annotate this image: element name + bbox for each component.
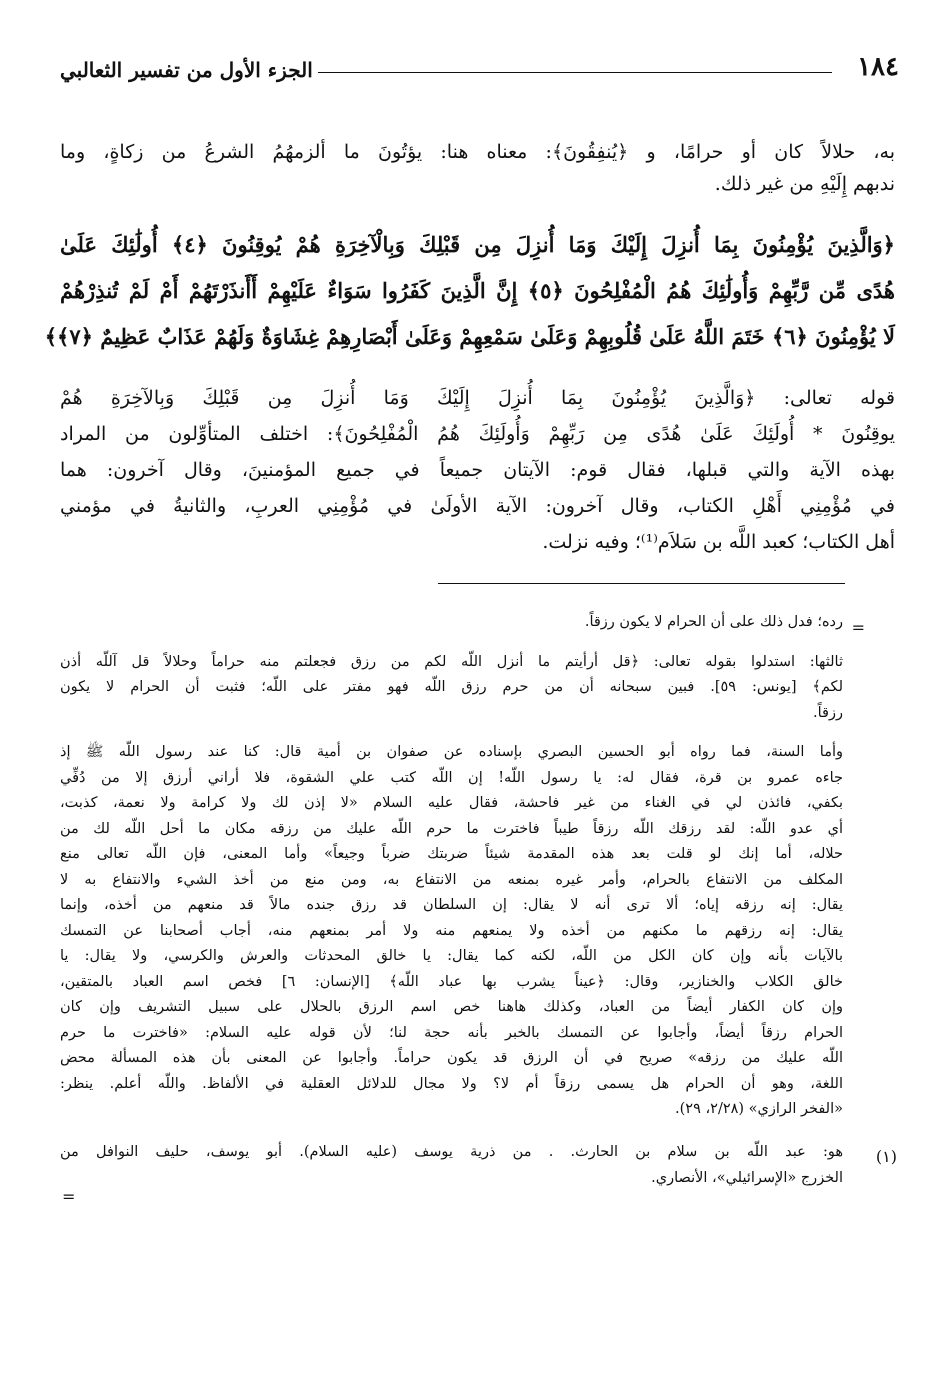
continuation-mark-end: =	[62, 1187, 76, 1206]
text-line: يقال: إنه رزقهم ما مكنهم من أخذه ولا يمنعهم منه ولا أمر بمنعهم منه، أجاب أصحابنا عن التمسك	[60, 922, 843, 939]
text-line: وأما السنة، فما رواه أبو الحسين البصري بإسناده عن صفوان بن أمية قال: كنا عند رسول اللّه ﷺ إذ	[60, 744, 843, 760]
text-line: رده؛ فدل ذلك على أن الحرام لا يكون رزقاً.	[584, 614, 843, 630]
text-line: بهذه الآية والتي قبلها، فقال قوم: الآيتان جميعاً في جميع المؤمنينَ، وقال آخرون: هما	[60, 459, 895, 481]
text-line: لكم﴾ [يونس: ٥٩]. فبين سبحانه أن من حرم رزق اللّه فهو مفتر على اللّه؛ فثبت أن الحرام لا يكون	[60, 679, 843, 695]
text-line: ﴿وَالَّذِينَ يُؤْمِنُونَ بِمَا أُنزِلَ إِلَيْكَ وَمَا أُنزِلَ مِن قَبْلِكَ وَبِالْآخِرَةِ هُمْ يُوقِنُونَ ﴿٤﴾ أُولَٰئِكَ عَلَىٰ	[60, 232, 895, 257]
text-line: بكفي، فائذن لي في الغناء من غير فاحشة، فقال عليه السلام «لا إذن لك ولا كرامة ولا نعمة، كذبت،	[60, 795, 843, 811]
text-line: وإن كان الكفار أيضاً من العباد، وكذلك هاهنا خص اسم الرزق بالحلال على سبيل التشريف وإن كان	[60, 999, 843, 1015]
text-line: به، حلالاً كان أو حرامًا، و ﴿يُنفِقُونَ﴾: معناه هنا: يؤتُونَ ما ألزمهُمُ الشرعُ من زكاةٍ، وما	[60, 141, 895, 163]
text-line: يوقِنُونَ * أُولَئِكَ عَلَىٰ هُدًى مِن رَبِّهِمْ وَأُولَئِكَ هُمُ الْمُفْلِحُونَ﴾: اختلف المتأوِّلون من المراد	[60, 423, 895, 445]
text-line: ثالثها: استدلوا بقوله تعالى: ﴿قل أرأيتم ما أنزل اللّه لكم من رزق فجعلتم منه حراماً وحلالاً قل آللّه أذن	[60, 653, 843, 670]
text-line: خالق الكلاب والخنازير، وقال: ﴿عيناً يشرب بها عباد اللّه﴾ [الإنسان: ٦] فخص اسم العباد بالمتقين،	[60, 973, 843, 990]
text-line: بالآيات بأنه وإن كان الكل من اللّه، لكنه كما يقال: يا خالق المحدثات والعرش والكرسي، ولا يقال: يا	[60, 948, 843, 964]
text-line: «الفخر الرازي» (٢/٢٨، ٢٩).	[675, 1101, 843, 1117]
footnote-1	[60, 1140, 843, 1191]
quran-verses	[44, 222, 895, 360]
text-line: الحرام رزقاً أيضاً، وأجابوا عن التمسك بالخبر بأنه حجة لنا؛ لأن قوله عليه السلام: «فاخترت ما حرم	[60, 1024, 843, 1041]
footnote-paragraph	[60, 610, 843, 636]
text-line: رزقاً.	[813, 704, 843, 721]
text-line: هو: عبد اللّه بن سلام بن الحارث. . من ذرية يوسف (عليه السلام). أبو يوسف، حليف النوافل من	[60, 1144, 843, 1160]
running-title: الجزء الأول من تفسير الثعالبي	[60, 58, 313, 82]
page-number: ١٨٤	[857, 52, 899, 82]
text-line: يقال: إنه رزقه إياه؛ ألا ترى أنه لا يقال: إن السلطان قد رزق جنده مالاً قد منعهم من أخذه، وإنما	[60, 897, 843, 913]
text-line: لَا يُؤْمِنُونَ ﴿٦﴾ خَتَمَ اللَّهُ عَلَىٰ قُلُوبِهِمْ وَعَلَىٰ سَمْعِهِمْ وَعَلَىٰ أَبْصَارِهِمْ غِشَاوَةٌ وَلَهُمْ عَذَابٌ عَظِيمٌ ﴿٧﴾﴾	[44, 324, 895, 349]
paragraph-2	[60, 380, 895, 560]
text-line: في مُؤْمِنِي أَهْلِ الكتاب، وقال آخرون: الآية الأولَىٰ في مُؤْمِنِي العربِ، والثانيةُ في مؤمني	[60, 495, 895, 517]
text-line: اللّه عليك من رزقه» صريح في أن الرزق قد يكون حراماً. وأجابوا عن المعنى بأن هذه المسألة محض	[60, 1050, 843, 1066]
text-line: اللغة، وهو أن الحرام هل يسمى رزقاً أم لا؟ ولا مجال للدلائل العقلية في الألفاظ. واللّه أعلم. ينظر:	[60, 1075, 843, 1092]
footnote-number: (١)	[875, 1147, 897, 1166]
text-line: جاءه عمرو بن قرة، فقال له: يا رسول اللّه! إن اللّه كتب علي الشقوة، فلا أراني أرزق إلا من دُفِّي	[60, 769, 843, 786]
paragraph-1	[60, 136, 895, 200]
continuation-mark: =	[851, 618, 865, 637]
text-line: الخزرج «الإسرائيلي»، الأنصاري.	[651, 1169, 843, 1186]
text-line: هُدًى مِّن رَّبِّهِمْ وَأُولَٰئِكَ هُمُ الْمُفْلِحُونَ ﴿٥﴾ إِنَّ الَّذِينَ كَفَرُوا سَوَاءٌ عَلَيْهِمْ أَأَنذَرْتَهُمْ أَمْ لَمْ تُنذِرْهُمْ	[60, 278, 895, 303]
header-rule	[318, 72, 832, 73]
footnote-paragraph	[60, 740, 843, 1123]
footnote-paragraph	[60, 650, 843, 727]
footnote-continued	[60, 610, 843, 1123]
text-line: ندبهم إِلَيْهِ من غير ذلك.	[714, 173, 895, 195]
text-line: قوله تعالى: ﴿وَالَّذِينَ يُؤْمِنُونَ بِمَا أُنزِلَ إِلَيْكَ وَمَا أُنزِلَ مِن قَبْلِكَ وَبِالآخِرَةِ هُمْ	[60, 387, 895, 409]
footnote-separator	[438, 583, 845, 584]
text-line: حلاله، أما إنك لو قلت بعد هذه المقدمة شيئاً ضربتك ضرباً وجيعاً» وأما المعنى، فإن اللّه تعالى منع	[60, 846, 843, 862]
text-line: أهل الكتاب؛ كعبد اللَّه بن سَلاَم⁽¹⁾؛ وفيه نزلت.	[542, 531, 895, 553]
text-line: أي عدو اللّه: لقد رزقك اللّه رزقاً طيباً فاخترت ما حرم اللّه عليك من رزقه مكان ما أحل اللّه لك من	[60, 820, 843, 837]
text-line: المكلف من الانتفاع بالحرام، وأمر غيره بمنعه من الانتفاع به، ومن منع من أخذ الشيء والانتفاع به لا	[60, 871, 843, 888]
